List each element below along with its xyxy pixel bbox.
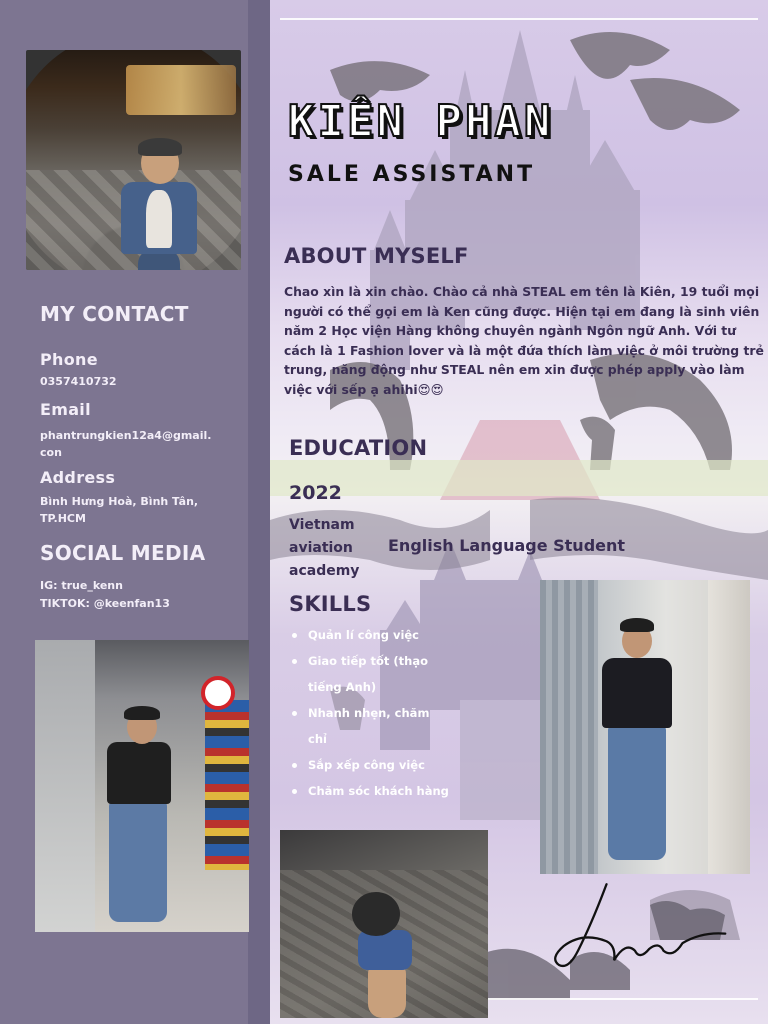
skills-title: SKILLS xyxy=(289,592,372,616)
email-value-line2[interactable]: con xyxy=(40,446,62,459)
photo-door xyxy=(708,580,750,874)
about-text: Chao xìn là xin chào. Chào cả nhà STEAL em tên là Kiên, 19 tuổi mọi người có thể gọi em là Ken cũng được. Hiện tại em đang là sinh viên năm 2 Học viện Hàng không chuyên ngành Ngôn ngữ Anh. Với tư cách là 1 Fashion lover và là một đứa thích làm việc ở môi trường trẻ trung, năng động như STEAL nên em xin được phép apply vào làm việc với sếp ạ ahihi😍😍 xyxy=(284,284,764,397)
photo-curtain xyxy=(540,580,598,874)
candidate-name: KIÊN PHAN xyxy=(288,96,554,147)
job-title: SALE ASSISTANT xyxy=(288,162,536,187)
phone-value[interactable]: 0357410732 xyxy=(40,375,117,388)
skill-item: Nhanh nhẹn, chăm chỉ xyxy=(290,700,450,752)
photo-shop-lights xyxy=(126,65,236,115)
person-cap xyxy=(124,706,160,720)
social-tiktok[interactable]: TIKTOK: @keenfan13 xyxy=(40,597,170,610)
person-cap xyxy=(620,618,654,632)
skills-list xyxy=(290,622,450,804)
address-line2: TP.HCM xyxy=(40,512,86,525)
person-cap xyxy=(138,138,182,156)
fitting-room-photo xyxy=(540,580,750,874)
no-smoking-sign-icon xyxy=(201,676,235,710)
education-year: 2022 xyxy=(289,482,342,504)
education-title: EDUCATION xyxy=(289,436,428,460)
social-instagram[interactable]: IG: true_kenn xyxy=(40,579,123,592)
person-shirt xyxy=(358,930,412,970)
address-line1: Bình Hưng Hoà, Bình Tân, xyxy=(40,495,199,508)
signature xyxy=(540,872,730,982)
email-label: Email xyxy=(40,400,91,419)
street-photo xyxy=(280,830,488,1018)
education-school: Vietnam aviation academy xyxy=(289,517,360,579)
skill-item: Chăm sóc khách hàng xyxy=(290,778,450,804)
store-mirror-photo xyxy=(35,640,249,932)
skill-item: Sắp xếp công việc xyxy=(290,752,450,778)
person-shirt xyxy=(107,742,171,804)
photo-clothing-rack xyxy=(205,700,249,870)
social-media-title: SOCIAL MEDIA xyxy=(40,541,206,565)
sidebar-accent-strip xyxy=(248,0,270,1024)
email-value-line1[interactable]: phantrungkien12a4@gmail. xyxy=(40,429,212,442)
skill-item: Giao tiếp tốt (thạo tiếng Anh) xyxy=(290,648,450,700)
skill-item: Quản lí công việc xyxy=(290,622,450,648)
person-legs xyxy=(109,802,167,922)
education-degree: English Language Student xyxy=(388,536,626,555)
person-legs xyxy=(608,726,666,860)
person-shirt xyxy=(602,658,672,728)
profile-photo xyxy=(26,50,241,270)
person-shirt xyxy=(146,190,172,248)
phone-label: Phone xyxy=(40,350,98,369)
sidebar xyxy=(0,0,270,1024)
contact-title: MY CONTACT xyxy=(40,302,189,326)
photo-wall xyxy=(35,640,95,932)
person-head xyxy=(352,892,400,936)
address-label: Address xyxy=(40,468,116,487)
about-title: ABOUT MYSELF xyxy=(284,244,469,268)
